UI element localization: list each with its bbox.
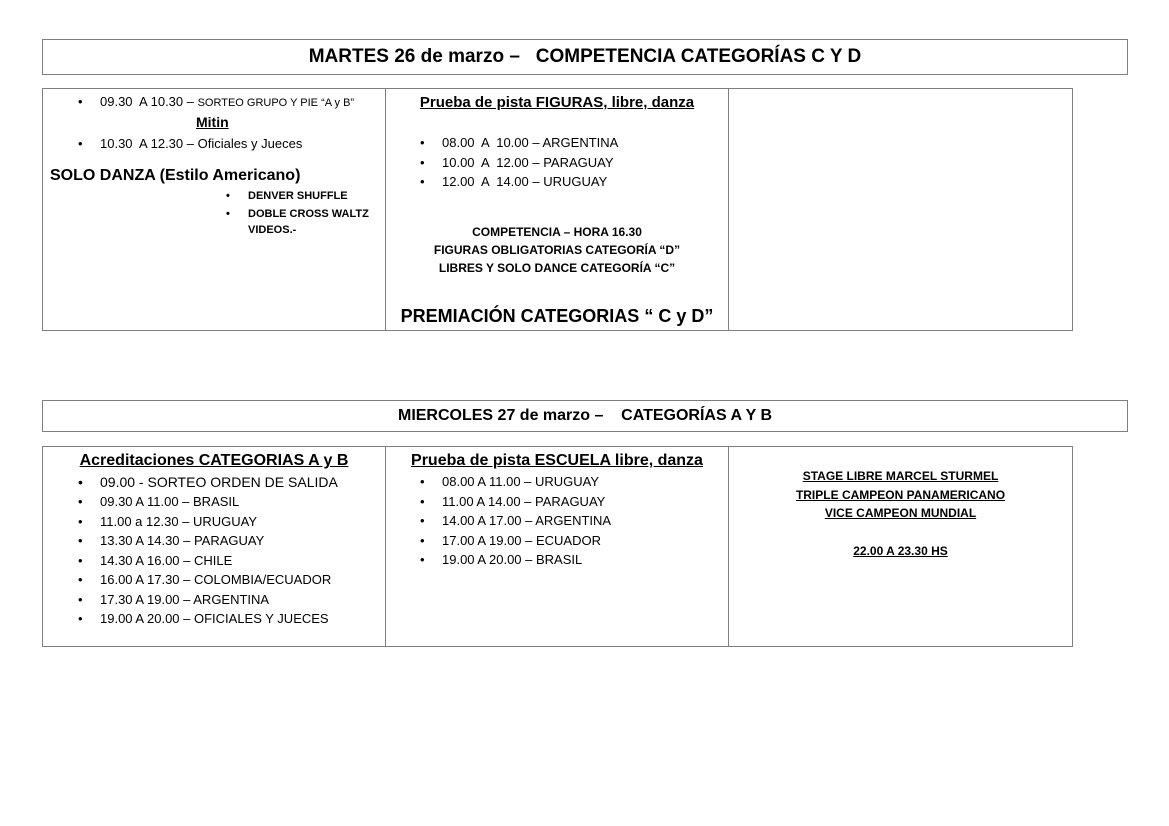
list-item: • 14.00 A 17.00 – ARGENTINA bbox=[442, 511, 728, 531]
day1-officials-list bbox=[100, 135, 385, 153]
mitin-label: Mitin bbox=[196, 114, 229, 130]
item-text: SORTEO GRUPO Y PIE “A y B” bbox=[197, 97, 355, 109]
stage-info bbox=[729, 467, 1072, 560]
awards-title: PREMIACIÓN CATEGORIAS “ C y D” bbox=[400, 306, 714, 326]
list-item: • 10.30 A 12.30 – Oficiales y Jueces bbox=[100, 135, 385, 153]
list-item: • DENVER SHUFFLE bbox=[248, 187, 385, 205]
list-item bbox=[100, 93, 385, 112]
day2-schedule-table bbox=[42, 446, 1073, 647]
list-item: • 16.00 A 17.30 – COLOMBIA/ECUADOR bbox=[100, 570, 385, 590]
day1-header bbox=[42, 39, 1128, 75]
day2-col-registration bbox=[43, 447, 386, 647]
videos-label: VIDEOS.- bbox=[248, 224, 297, 236]
competition-time: COMPETENCIA – HORA 16.30 bbox=[472, 224, 642, 239]
solo-danza-title: SOLO DANZA (Estilo Americano) bbox=[50, 167, 301, 184]
day1-col-empty bbox=[729, 89, 1073, 331]
list-item: • 08.00 A 10.00 – ARGENTINA bbox=[442, 133, 728, 153]
stage-time: 22.00 A 23.30 HS bbox=[853, 543, 948, 558]
day2-header bbox=[42, 400, 1128, 432]
stage-subtitle-world: VICE CAMPEON MUNDIAL bbox=[824, 506, 977, 520]
day2-col-stage bbox=[729, 447, 1073, 647]
stage-subtitle-panamerican: TRIPLE CAMPEON PANAMERICANO bbox=[795, 487, 1006, 502]
track-figuras-list bbox=[442, 133, 728, 192]
list-item: • 11.00 a 12.30 – URUGUAY bbox=[100, 512, 385, 532]
day1-schedule-table bbox=[42, 88, 1073, 331]
day1-col-track bbox=[386, 89, 729, 331]
stage-title: STAGE LIBRE MARCEL STURMEL bbox=[802, 469, 999, 483]
item-time: 09.30 A 10.30 – bbox=[100, 94, 198, 109]
list-item: • 19.00 A 20.00 – BRASIL bbox=[442, 550, 728, 570]
registration-list bbox=[100, 472, 385, 629]
list-item: • 19.00 A 20.00 – OFICIALES Y JUECES bbox=[100, 609, 385, 629]
day1-col-registration bbox=[43, 89, 386, 331]
day2-col-track bbox=[386, 447, 729, 647]
day1-title: MARTES 26 de marzo – COMPETENCIA CATEGORÍAS C Y D bbox=[308, 46, 862, 67]
list-item: • 17.00 A 19.00 – ECUADOR bbox=[442, 531, 728, 551]
list-item: • 13.30 A 14.30 – PARAGUAY bbox=[100, 531, 385, 551]
list-item: • 12.00 A 14.00 – URUGUAY bbox=[442, 172, 728, 192]
competition-info bbox=[386, 223, 728, 277]
list-item: • 08.00 A 11.00 – URUGUAY bbox=[442, 472, 728, 492]
day1-morning-list bbox=[100, 93, 385, 112]
list-item: • 10.00 A 12.00 – PARAGUAY bbox=[442, 153, 728, 173]
competition-free-solo: LIBRES Y SOLO DANCE CATEGORÍA “C” bbox=[438, 260, 676, 275]
registration-title: Acreditaciones CATEGORIAS A y B bbox=[79, 452, 349, 469]
competition-figures: FIGURAS OBLIGATORIAS CATEGORÍA “D” bbox=[433, 242, 681, 257]
list-item: • 11.00 A 14.00 – PARAGUAY bbox=[442, 492, 728, 512]
track-figuras-title: Prueba de pista FIGURAS, libre, danza bbox=[419, 94, 695, 111]
solo-danza-list bbox=[248, 187, 385, 223]
list-item: • DOBLE CROSS WALTZ bbox=[248, 205, 385, 223]
track-escuela-list bbox=[442, 472, 728, 570]
list-item: • 14.30 A 16.00 – CHILE bbox=[100, 551, 385, 571]
list-item: • 09.30 A 11.00 – BRASIL bbox=[100, 492, 385, 512]
day2-title: MIERCOLES 27 de marzo – CATEGORÍAS A Y B bbox=[397, 407, 772, 424]
track-escuela-title: Prueba de pista ESCUELA libre, danza bbox=[411, 452, 703, 469]
list-item: • 09.00 - SORTEO ORDEN DE SALIDA bbox=[100, 472, 385, 492]
list-item: • 17.30 A 19.00 – ARGENTINA bbox=[100, 590, 385, 610]
